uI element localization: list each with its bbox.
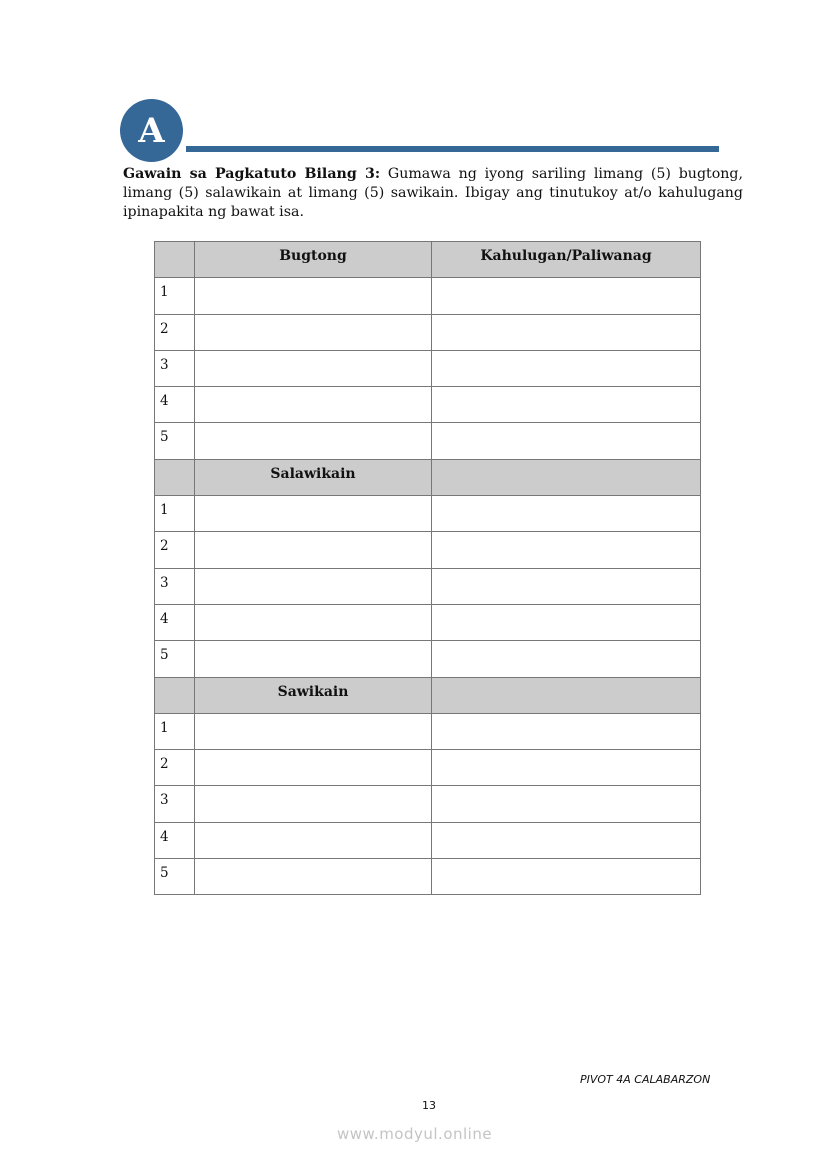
table-row	[155, 314, 701, 350]
row-number: 3	[155, 568, 195, 604]
header-cell	[155, 242, 195, 278]
entry-cell[interactable]	[195, 641, 432, 677]
table-row	[155, 859, 701, 895]
header-cell: Salawikain	[195, 459, 432, 495]
section-header-row	[155, 459, 701, 495]
row-number: 3	[155, 350, 195, 386]
entry-cell[interactable]	[195, 713, 432, 749]
table-row	[155, 387, 701, 423]
entry-cell[interactable]	[195, 532, 432, 568]
entry-cell[interactable]	[195, 387, 432, 423]
row-number: 1	[155, 496, 195, 532]
entry-cell[interactable]	[195, 859, 432, 895]
row-number: 5	[155, 423, 195, 459]
meaning-cell[interactable]	[432, 568, 701, 604]
meaning-cell[interactable]	[432, 278, 701, 314]
entry-cell[interactable]	[195, 496, 432, 532]
row-number: 1	[155, 713, 195, 749]
table-row	[155, 713, 701, 749]
header-cell	[432, 677, 701, 713]
activity-table	[154, 241, 701, 895]
instruction-text: Gumawa ng iyong sariling limang (5) bugtong, limang (5) salawikain at limang (5) sawikain. Ibigay ang tinutukoy at/o kahulugang ipinapakita ng bawat isa.	[123, 166, 744, 220]
row-number: 5	[155, 859, 195, 895]
meaning-cell[interactable]	[432, 786, 701, 822]
footer-org: PIVOT 4A CALABARZON	[580, 1073, 711, 1086]
row-number: 4	[155, 604, 195, 640]
section-badge: A	[120, 99, 183, 162]
entry-cell[interactable]	[195, 350, 432, 386]
row-number: 2	[155, 750, 195, 786]
instruction-title: Gawain sa Pagkatuto Bilang 3:	[123, 166, 381, 182]
table-row	[155, 786, 701, 822]
header-cell: Kahulugan/Paliwanag	[432, 242, 701, 278]
header-cell	[155, 677, 195, 713]
entry-cell[interactable]	[195, 786, 432, 822]
entry-cell[interactable]	[195, 568, 432, 604]
row-number: 2	[155, 314, 195, 350]
table-row	[155, 568, 701, 604]
row-number: 4	[155, 387, 195, 423]
instructions	[123, 165, 743, 222]
header-cell: Sawikain	[195, 677, 432, 713]
header-cell	[432, 459, 701, 495]
row-number: 2	[155, 532, 195, 568]
table-row	[155, 496, 701, 532]
header-cell	[155, 459, 195, 495]
entry-cell[interactable]	[195, 822, 432, 858]
table-row	[155, 350, 701, 386]
row-number: 1	[155, 278, 195, 314]
row-number: 3	[155, 786, 195, 822]
meaning-cell[interactable]	[432, 822, 701, 858]
meaning-cell[interactable]	[432, 532, 701, 568]
table-row	[155, 278, 701, 314]
entry-cell[interactable]	[195, 750, 432, 786]
entry-cell[interactable]	[195, 278, 432, 314]
meaning-cell[interactable]	[432, 350, 701, 386]
table-row	[155, 423, 701, 459]
entry-cell[interactable]	[195, 314, 432, 350]
meaning-cell[interactable]	[432, 423, 701, 459]
row-number: 5	[155, 641, 195, 677]
header-rule	[186, 146, 719, 152]
entry-cell[interactable]	[195, 604, 432, 640]
section-header-row	[155, 242, 701, 278]
meaning-cell[interactable]	[432, 387, 701, 423]
meaning-cell[interactable]	[432, 604, 701, 640]
section-header-row	[155, 677, 701, 713]
table-row	[155, 604, 701, 640]
table-row	[155, 532, 701, 568]
page-number: 13	[422, 1099, 436, 1112]
table-row	[155, 822, 701, 858]
meaning-cell[interactable]	[432, 314, 701, 350]
row-number: 4	[155, 822, 195, 858]
meaning-cell[interactable]	[432, 750, 701, 786]
meaning-cell[interactable]	[432, 713, 701, 749]
meaning-cell[interactable]	[432, 859, 701, 895]
meaning-cell[interactable]	[432, 641, 701, 677]
meaning-cell[interactable]	[432, 496, 701, 532]
header-cell: Bugtong	[195, 242, 432, 278]
table-row	[155, 750, 701, 786]
entry-cell[interactable]	[195, 423, 432, 459]
watermark: www.modyul.online	[337, 1125, 493, 1143]
table-row	[155, 641, 701, 677]
